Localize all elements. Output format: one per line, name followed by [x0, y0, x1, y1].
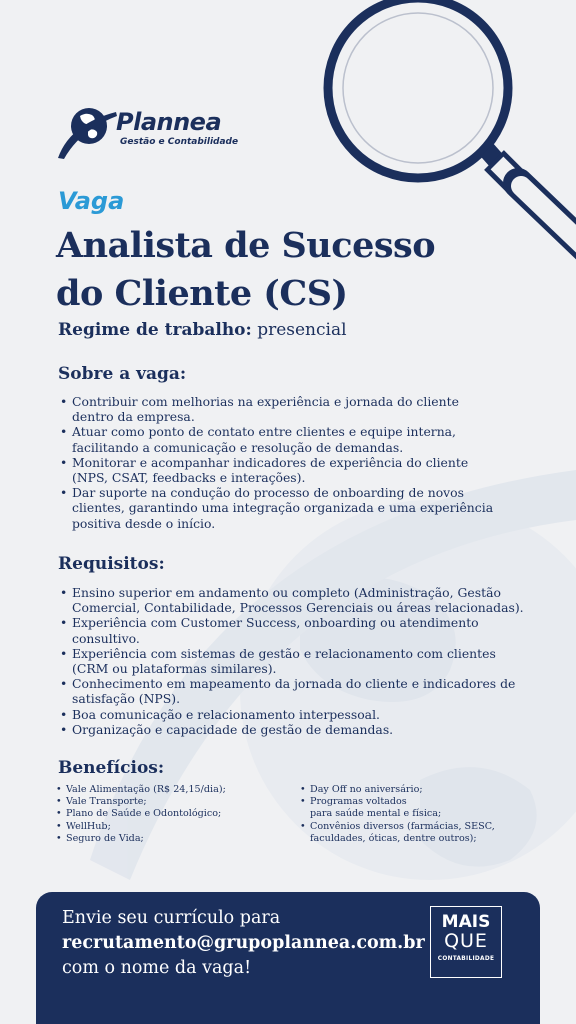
cta-text	[62, 906, 425, 981]
list-item	[300, 796, 495, 820]
list-item-line: • Experiência com Customer Success, onboarding ou atendimento	[72, 615, 479, 631]
job-title-line: do Cliente (CS)	[56, 273, 348, 314]
list-item-line: • Day Off no aniversário;	[310, 784, 423, 795]
brand-tagline: Gestão e Contabilidade	[120, 137, 239, 147]
list-item-line: • Programas voltados	[310, 796, 407, 808]
list-item-line: Comercial, Contabilidade, Processos Gerenciais ou áreas relacionadas).	[72, 600, 524, 616]
list-item	[60, 485, 493, 531]
cta-panel	[36, 892, 540, 1024]
list-item-line: clientes, garantindo uma integração organizada e uma experiência	[72, 500, 494, 516]
mais-que-contabilidade-badge	[430, 906, 502, 978]
section-heading-requisitos: Requisitos:	[58, 554, 165, 574]
list-item	[60, 676, 524, 706]
list-item	[300, 821, 495, 845]
requisitos-list	[60, 585, 524, 737]
list-item	[60, 394, 493, 424]
list-item-line: • Convênios diversos (farmácias, SESC,	[310, 820, 495, 832]
list-item-line: • Vale Alimentação (R$ 24,15/dia);	[66, 784, 226, 795]
badge-line: CONTABILIDADE	[437, 956, 495, 962]
badge-line: QUE	[444, 930, 488, 952]
list-item	[60, 455, 493, 485]
list-item-line: para saúde mental e física;	[310, 808, 442, 820]
work-regime-value: presencial	[251, 320, 347, 340]
sobre-list	[60, 394, 493, 531]
list-item-line: • Ensino superior em andamento ou completo (Administração, Gestão	[72, 585, 501, 600]
list-item	[56, 821, 226, 833]
globe-swoosh-icon	[56, 104, 118, 162]
work-regime-label: Regime de trabalho:	[58, 320, 252, 340]
list-item-line: • Experiência com sistemas de gestão e relacionamento com clientes	[72, 645, 496, 661]
job-kicker: Vaga	[58, 187, 125, 215]
list-item-line: • Organização e capacidade de gestão de demandas.	[72, 721, 394, 737]
list-item-line: faculdades, óticas, dentre outros);	[310, 832, 477, 844]
list-item-line: facilitando a comunicação e resolução de demandas.	[72, 439, 404, 455]
list-item-line: consultivo.	[72, 630, 140, 646]
list-item-line: satisfação (NPS).	[72, 691, 181, 707]
list-item	[56, 808, 226, 820]
list-item-line: positiva desde o início.	[72, 515, 216, 531]
list-item	[60, 707, 524, 722]
cta-email-link[interactable]: recrutamento@grupoplannea.com.br	[62, 933, 425, 953]
list-item	[60, 615, 524, 645]
list-item-line: (NPS, CSAT, feedbacks e interações).	[72, 470, 306, 486]
job-title	[56, 222, 476, 318]
list-item-line: • Monitorar e acompanhar indicadores de experiência do cliente	[72, 454, 469, 470]
job-title-line: Analista de Sucesso	[56, 225, 436, 266]
section-heading-beneficios: Benefícios:	[58, 758, 165, 778]
list-item-line: • Seguro de Vida;	[66, 832, 144, 844]
section-heading-sobre: Sobre a vaga:	[58, 364, 187, 384]
list-item	[300, 784, 495, 796]
list-item-line: • Boa comunicação e relacionamento interpessoal.	[72, 706, 380, 722]
list-item-line: • Dar suporte na condução do processo de onboarding de novos	[72, 485, 464, 501]
badge-line: MAIS	[441, 912, 491, 932]
brand-logo	[56, 104, 246, 162]
list-item	[56, 833, 226, 845]
list-item-line: dentro da empresa.	[72, 409, 195, 425]
list-item-line: • Contribuir com melhorias na experiência e jornada do cliente	[72, 394, 459, 409]
list-item	[60, 722, 524, 737]
list-item-line: • Plano de Saúde e Odontológico;	[66, 808, 222, 820]
list-item	[60, 424, 493, 454]
work-regime	[58, 320, 347, 340]
brand-name: Plannea	[116, 108, 222, 136]
list-item	[60, 585, 524, 615]
beneficios-column-left	[56, 784, 226, 845]
cta-line: com o nome da vaga!	[62, 958, 252, 978]
list-item-line: • Atuar como ponto de contato entre clientes e equipe interna,	[72, 424, 457, 440]
list-item-line: • Vale Transporte;	[66, 796, 147, 808]
list-item	[60, 646, 524, 676]
beneficios-column-right	[300, 784, 495, 845]
cta-line: Envie seu currículo para	[62, 908, 281, 928]
list-item	[56, 796, 226, 808]
list-item	[56, 784, 226, 796]
list-item-line: • WellHub;	[66, 820, 111, 832]
list-item-line: (CRM ou plataformas similares).	[72, 661, 277, 677]
list-item-line: • Conhecimento em mapeamento da jornada do cliente e indicadores de	[72, 676, 516, 692]
